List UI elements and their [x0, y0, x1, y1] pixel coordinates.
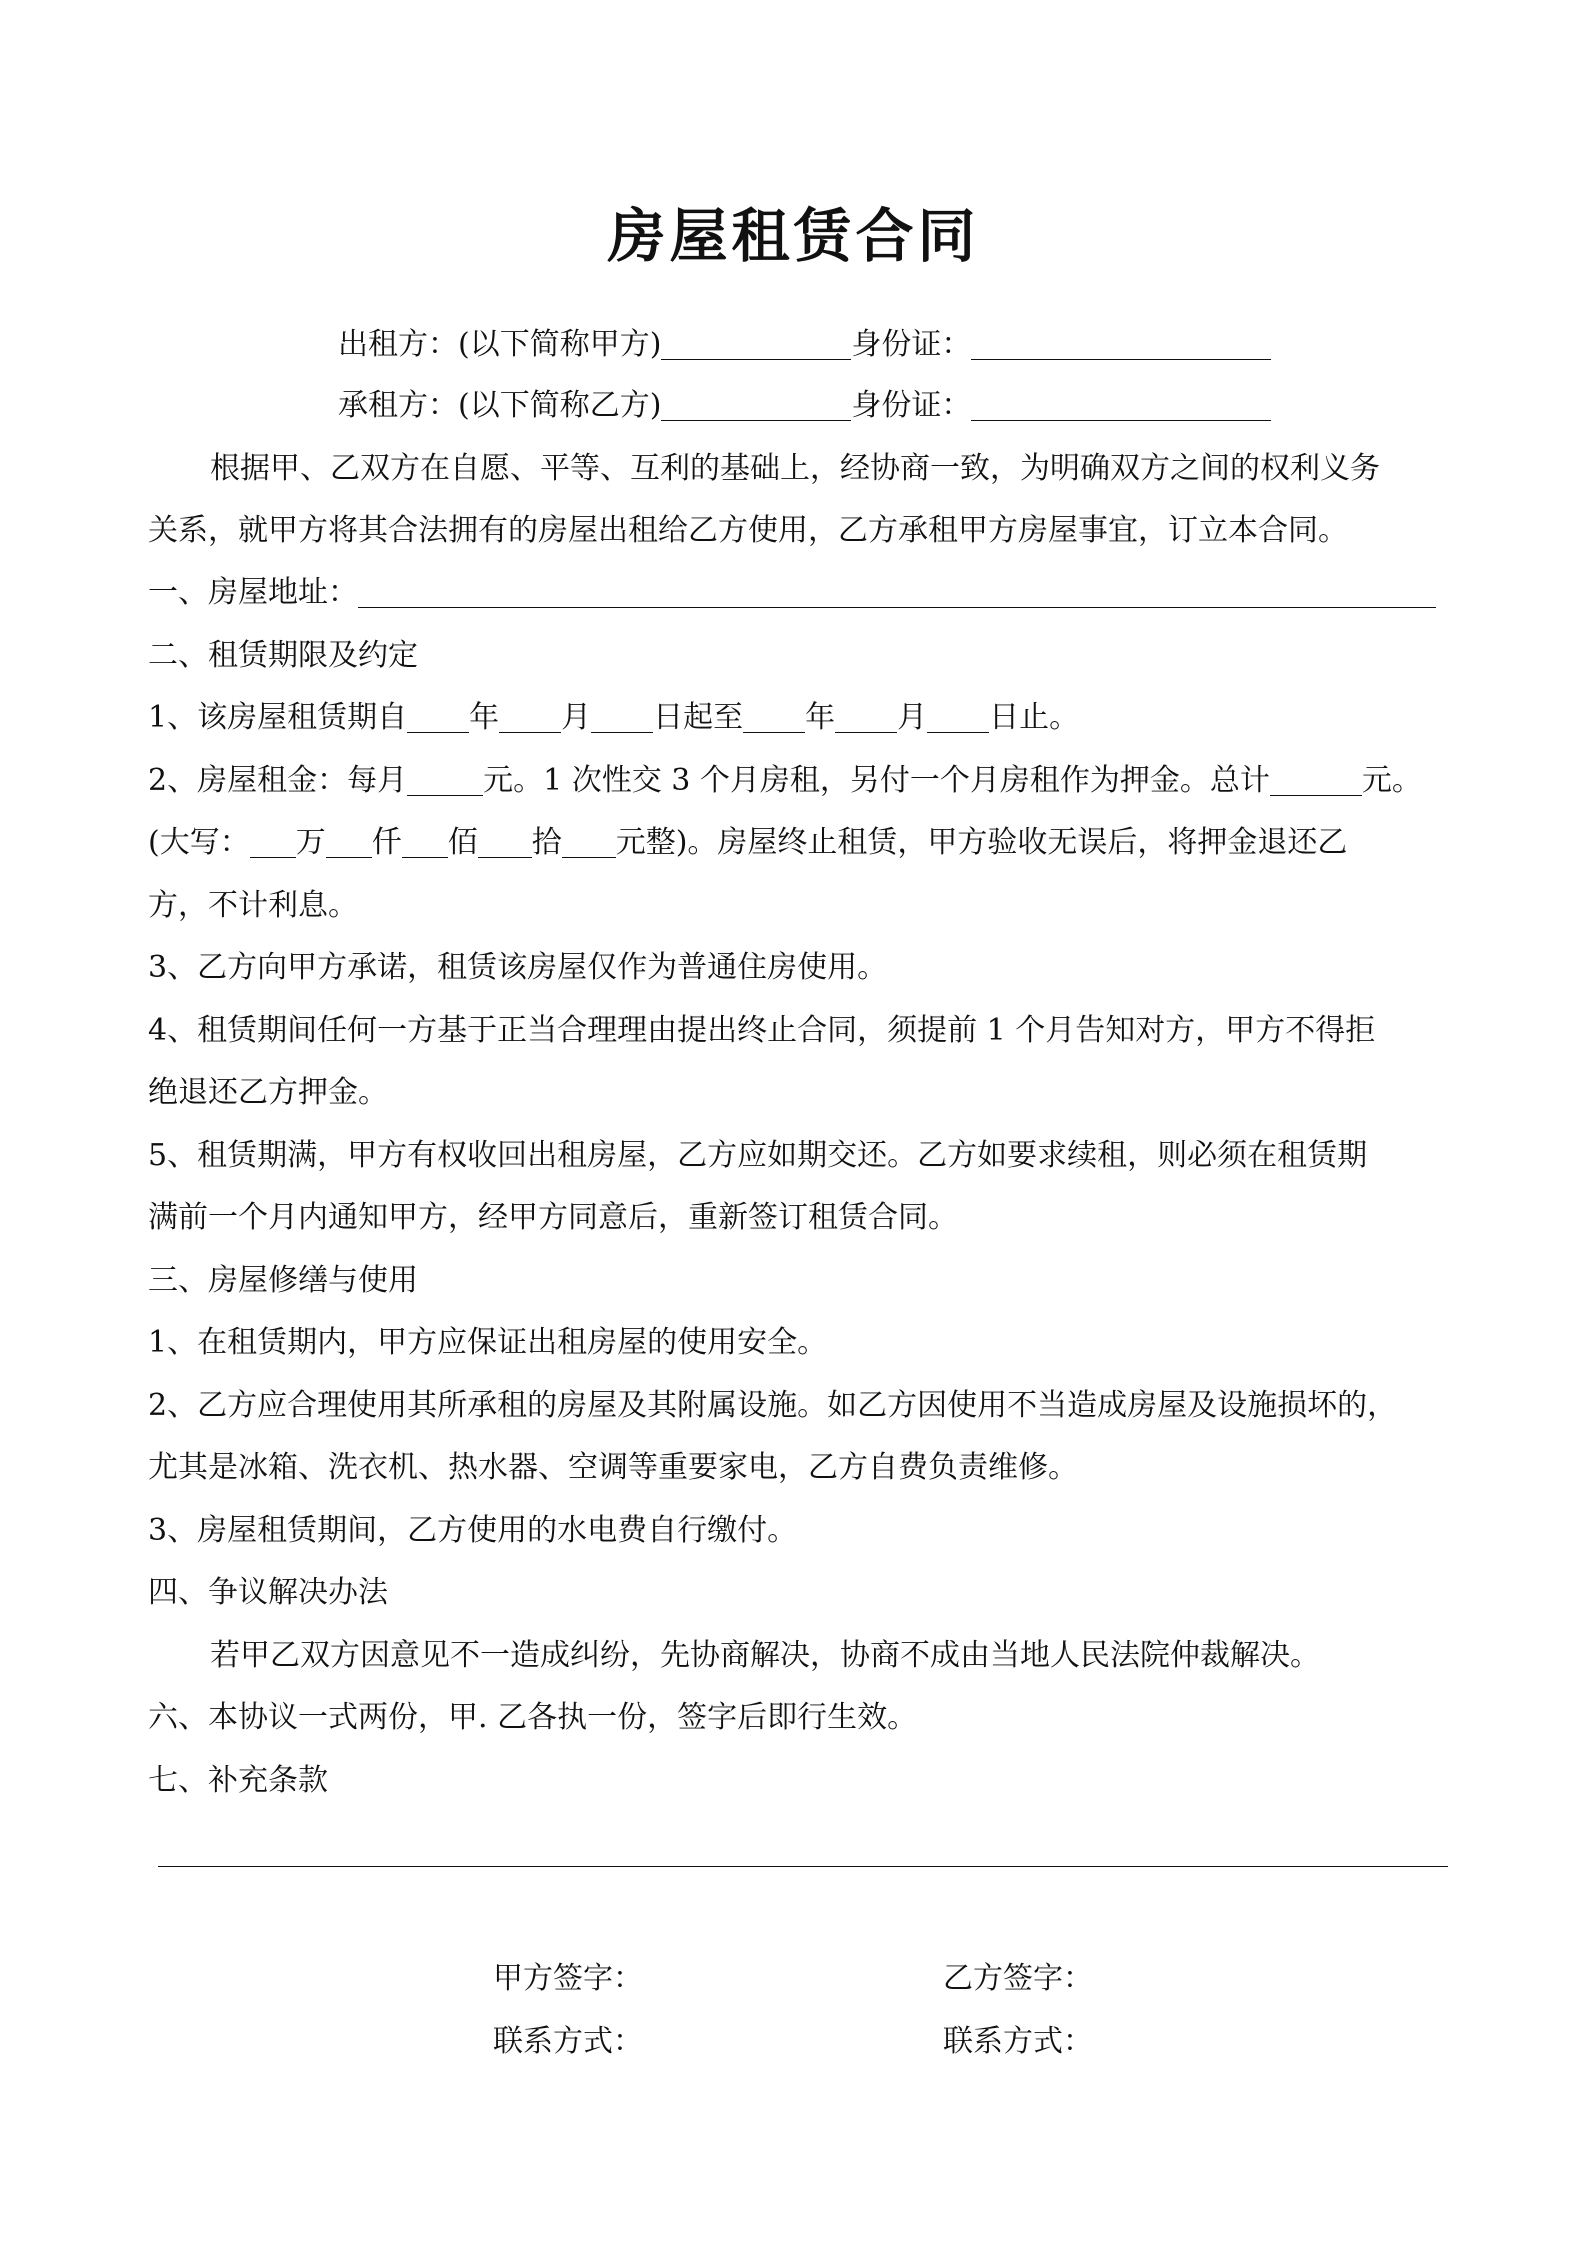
section-2-item-4-line-1: 4、租赁期间任何一方基于正当合理理由提出终止合同，须提前 1 个月告知对方，甲方不得拒 [148, 1013, 1376, 1048]
start-day-blank[interactable] [591, 702, 653, 733]
rent-terms: 元。1 次性交 3 个月房租，另付一个月房租作为押金。总计 [483, 763, 1270, 798]
section-3-heading: 三、房屋修缮与使用 [148, 1263, 418, 1298]
party-a-id-label: 身份证： [851, 327, 972, 362]
section-6-text: 六、本协议一式两份，甲. 乙各执一份，签字后即行生效。 [148, 1700, 918, 1735]
capital-amount-label: (大写： [148, 825, 250, 860]
lease-term-prefix: 1、该房屋租赁期自 [148, 700, 408, 735]
party-b-contact-label: 联系方式： [943, 2024, 1093, 2059]
start-year-blank[interactable] [407, 702, 469, 733]
shi-blank[interactable] [478, 827, 532, 858]
end-day-blank[interactable] [927, 702, 989, 733]
party-a-label: 出租方：(以下简称甲方) [338, 327, 662, 362]
party-b-label: 承租方：(以下简称乙方) [338, 388, 662, 423]
rent-label: 2、房屋租金：每月 [148, 763, 408, 798]
party-a-line [338, 323, 1587, 367]
end-year-blank[interactable] [743, 702, 805, 733]
year-label: 年 [469, 700, 500, 735]
start-month-blank[interactable] [499, 702, 561, 733]
qian-label: 仟 [371, 825, 402, 860]
section-3-item-1: 1、在租赁期内，甲方应保证出租房屋的使用安全。 [148, 1325, 828, 1360]
supplementary-terms-blank[interactable] [158, 1866, 1448, 1867]
deposit-terms: 元整)。房屋终止租赁，甲方验收无误后，将押金退还乙 [615, 825, 1348, 860]
section-2-item-2-line-3: 方，不计利息。 [148, 888, 358, 923]
bai-label: 佰 [447, 825, 478, 860]
party-b-id-blank[interactable] [971, 390, 1271, 421]
section-2-item-5-line-1: 5、租赁期满，甲方有权收回出租房屋，乙方应如期交还。乙方如要求续租，则必须在租赁期 [148, 1138, 1368, 1173]
section-2-item-5-line-2: 满前一个月内通知甲方，经甲方同意后，重新签订租赁合同。 [148, 1200, 958, 1235]
month-label: 月 [561, 700, 592, 735]
address-blank[interactable] [358, 577, 1436, 608]
monthly-rent-blank[interactable] [407, 765, 483, 796]
party-a-signature-label: 甲方签字： [493, 1961, 643, 1996]
section-1-address [148, 571, 1448, 615]
section-3-item-3: 3、房屋租赁期间，乙方使用的水电费自行缴付。 [148, 1513, 798, 1548]
bai-blank[interactable] [402, 827, 448, 858]
yuan-blank[interactable] [562, 827, 616, 858]
section-4-text: 若甲乙双方因意见不一造成纠纷，先协商解决，协商不成由当地人民法院仲裁解决。 [210, 1638, 1320, 1673]
day-from-label: 日起至 [653, 700, 744, 735]
page-title: 房屋租赁合同 [607, 202, 980, 270]
preamble-line-1: 根据甲、乙双方在自愿、平等、互利的基础上，经协商一致，为明确双方之间的权利义务 [210, 451, 1380, 486]
year-label-2: 年 [805, 700, 836, 735]
section-2-item-4-line-2: 绝退还乙方押金。 [148, 1075, 388, 1110]
section-3-item-2-line-2: 尤其是冰箱、洗衣机、热水器、空调等重要家电，乙方自费负责维修。 [148, 1450, 1078, 1485]
section-2-item-1 [148, 696, 1448, 740]
party-b-id-label: 身份证： [851, 388, 972, 423]
section-2-item-2-line-1 [148, 759, 1448, 803]
month-label-2: 月 [897, 700, 928, 735]
shi-label: 拾 [531, 825, 562, 860]
wan-blank[interactable] [250, 827, 296, 858]
party-a-contact-label: 联系方式： [493, 2024, 643, 2059]
party-a-name-blank[interactable] [661, 329, 851, 360]
wan-label: 万 [295, 825, 326, 860]
total-amount-blank[interactable] [1270, 765, 1362, 796]
section-2-item-3: 3、乙方向甲方承诺，租赁该房屋仅作为普通住房使用。 [148, 950, 888, 985]
party-b-line [338, 384, 1587, 428]
section-4-heading: 四、争议解决办法 [148, 1575, 388, 1610]
day-to-label: 日止。 [989, 700, 1080, 735]
end-month-blank[interactable] [835, 702, 897, 733]
party-b-name-blank[interactable] [661, 390, 851, 421]
party-b-signature-label: 乙方签字： [943, 1961, 1093, 1996]
rent-unit: 元。 [1361, 763, 1422, 798]
party-a-id-blank[interactable] [971, 329, 1271, 360]
section-2-heading: 二、租赁期限及约定 [148, 638, 418, 673]
section-2-item-2-line-2 [148, 821, 1448, 865]
section-7-heading: 七、补充条款 [148, 1763, 328, 1798]
preamble-line-2: 关系，就甲方将其合法拥有的房屋出租给乙方使用，乙方承租甲方房屋事宜，订立本合同。 [148, 513, 1348, 548]
section-3-item-2-line-1: 2、乙方应合理使用其所承租的房屋及其附属设施。如乙方因使用不当造成房屋及设施损坏的， [148, 1388, 1398, 1423]
qian-blank[interactable] [326, 827, 372, 858]
section-1-label: 一、房屋地址： [148, 575, 358, 610]
